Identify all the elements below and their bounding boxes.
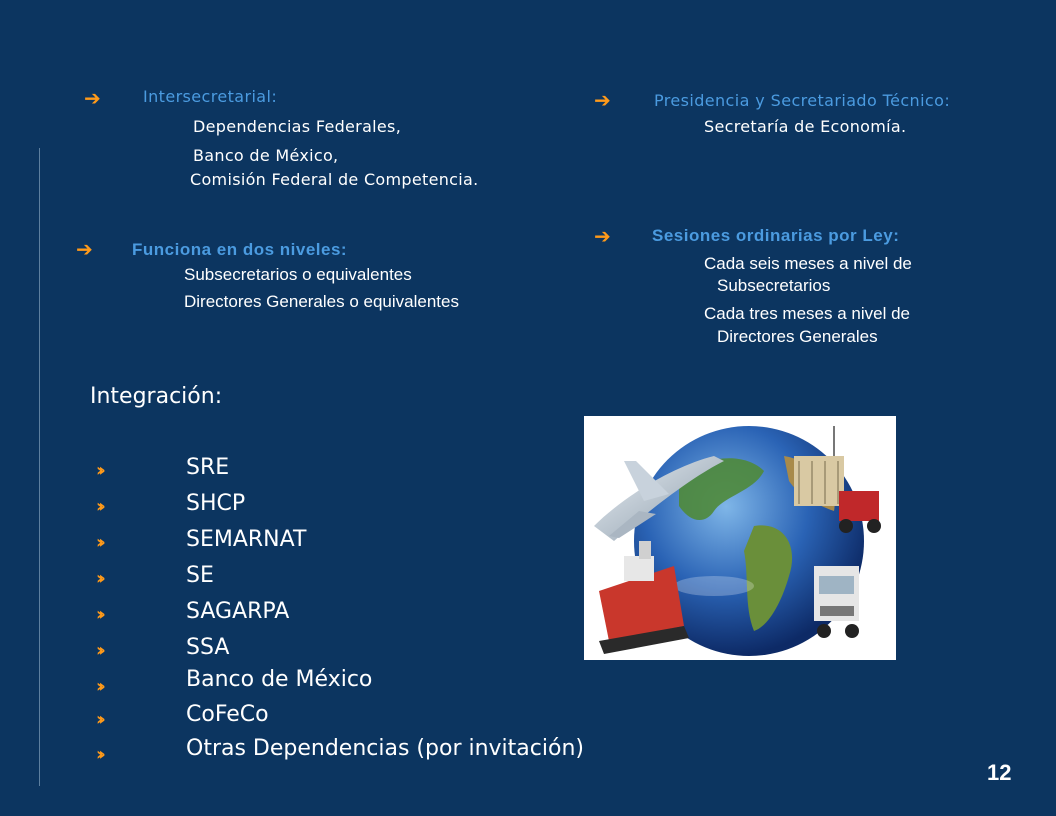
sesiones-line: Directores Generales [717,327,878,346]
arrow-right-icon: ➔ [84,86,101,110]
list-item: Banco de México [186,667,373,692]
list-item: SEMARNAT [186,527,307,552]
sesiones-heading: Sesiones ordinarias por Ley: [652,226,900,245]
double-chevron-right-icon: ›› [96,604,101,625]
double-chevron-right-icon: ›› [96,744,101,765]
presidencia-heading: Presidencia y Secretariado Técnico: [654,91,951,110]
arrow-right-icon: ➔ [76,237,93,261]
sesiones-line: Subsecretarios [717,276,831,295]
double-chevron-right-icon: ›› [96,460,101,481]
arrow-right-icon: ➔ [594,88,611,112]
list-item: SRE [186,455,230,480]
vertical-divider [39,148,40,786]
list-item: CoFeCo [186,702,269,727]
list-item: SAGARPA [186,599,290,624]
intersecretarial-line: Comisión Federal de Competencia. [190,170,479,189]
intersecretarial-line: Dependencias Federales, [193,117,402,136]
global-trade-illustration-svg [584,416,896,660]
double-chevron-right-icon: ›› [96,568,101,589]
presidencia-line: Secretaría de Economía. [704,117,907,136]
arrow-right-icon: ➔ [594,224,611,248]
funciona-line: Subsecretarios o equivalentes [184,265,412,284]
double-chevron-right-icon: ›› [96,496,101,517]
integracion-title: Integración: [90,384,223,409]
page-number: 12 [987,760,1012,785]
list-item: SHCP [186,491,246,516]
double-chevron-right-icon: ›› [96,676,101,697]
intersecretarial-heading: Intersecretarial: [143,87,278,106]
intersecretarial-line: Banco de México, [193,146,339,165]
double-chevron-right-icon: ›› [96,709,101,730]
sesiones-line: Cada tres meses a nivel de [704,304,910,323]
sesiones-line: Cada seis meses a nivel de [704,254,912,273]
double-chevron-right-icon: ›› [96,640,101,661]
funciona-heading: Funciona en dos niveles: [132,240,348,259]
list-item: SE [186,563,214,588]
list-item: SSA [186,635,230,660]
double-chevron-right-icon: ›› [96,532,101,553]
list-item: Otras Dependencias (por invitación) [186,736,584,761]
global-trade-illustration [584,416,896,660]
funciona-line: Directores Generales o equivalentes [184,292,459,311]
